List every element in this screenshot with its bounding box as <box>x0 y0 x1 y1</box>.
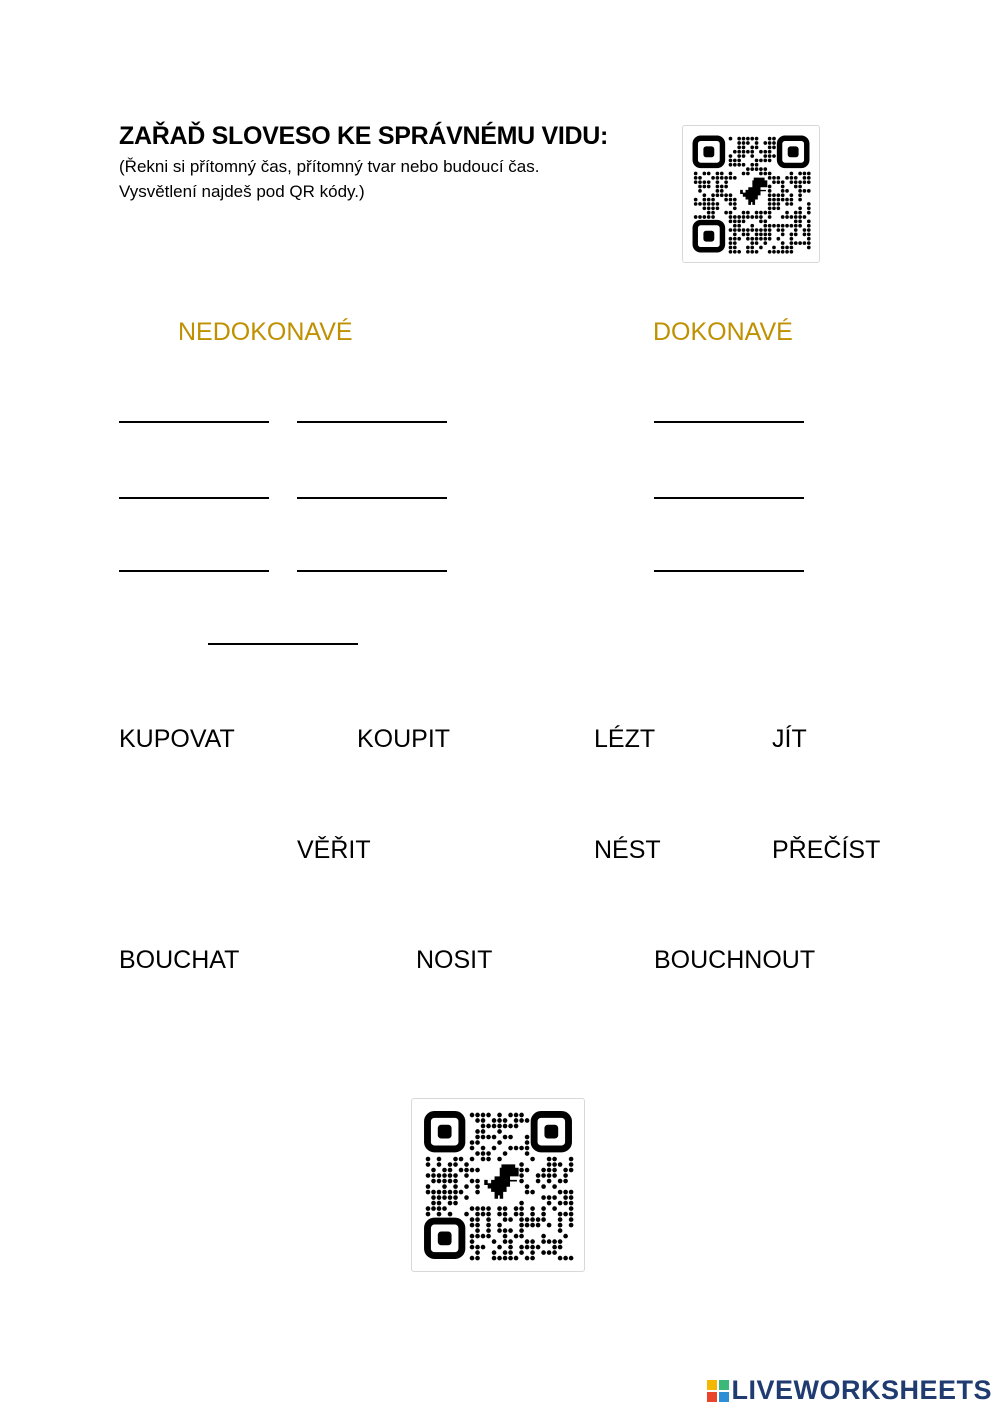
instruction-line-2: Vysvětlení najdeš pod QR kódy.) <box>119 182 365 201</box>
word-card[interactable]: PŘEČÍST <box>772 836 881 864</box>
word-card[interactable]: KUPOVAT <box>119 725 235 753</box>
word-card[interactable]: VĚŘIT <box>297 836 371 864</box>
word-card[interactable]: JÍT <box>772 725 807 753</box>
liveworksheets-brand <box>706 1375 992 1406</box>
qr-code-icon <box>412 1099 584 1271</box>
worksheet-title: ZAŘAĎ SLOVESO KE SPRÁVNÉMU VIDU: <box>119 122 609 150</box>
word-card[interactable]: BOUCHNOUT <box>654 946 816 974</box>
liveworksheets-logo-icon <box>706 1379 730 1403</box>
dinosaur-icon <box>740 178 767 205</box>
answer-blank-imperfective-1[interactable] <box>119 421 269 423</box>
brand-name: LIVEWORKSHEETS <box>731 1375 992 1405</box>
answer-blank-imperfective-2[interactable] <box>297 421 447 423</box>
qr-code-bottom <box>411 1098 585 1272</box>
answer-blank-imperfective-7[interactable] <box>208 643 358 645</box>
answer-blank-perfective-1[interactable] <box>654 421 804 423</box>
word-card[interactable]: NOSIT <box>416 946 493 974</box>
answer-blank-imperfective-4[interactable] <box>297 497 447 499</box>
dinosaur-icon <box>484 1164 518 1198</box>
answer-blank-perfective-2[interactable] <box>654 497 804 499</box>
qr-code-icon <box>683 126 819 262</box>
answer-blank-imperfective-3[interactable] <box>119 497 269 499</box>
column-heading-imperfective: NEDOKONAVÉ <box>178 318 353 346</box>
word-card[interactable]: BOUCHAT <box>119 946 240 974</box>
word-card[interactable]: LÉZT <box>594 725 656 753</box>
qr-code-top <box>682 125 820 263</box>
answer-blank-imperfective-6[interactable] <box>297 570 447 572</box>
word-card[interactable]: KOUPIT <box>357 725 451 753</box>
instruction-line-1: (Řekni si přítomný čas, přítomný tvar nebo budoucí čas. <box>119 157 540 176</box>
column-heading-perfective: DOKONAVÉ <box>653 318 793 346</box>
answer-blank-imperfective-5[interactable] <box>119 570 269 572</box>
answer-blank-perfective-3[interactable] <box>654 570 804 572</box>
word-card[interactable]: NÉST <box>594 836 661 864</box>
